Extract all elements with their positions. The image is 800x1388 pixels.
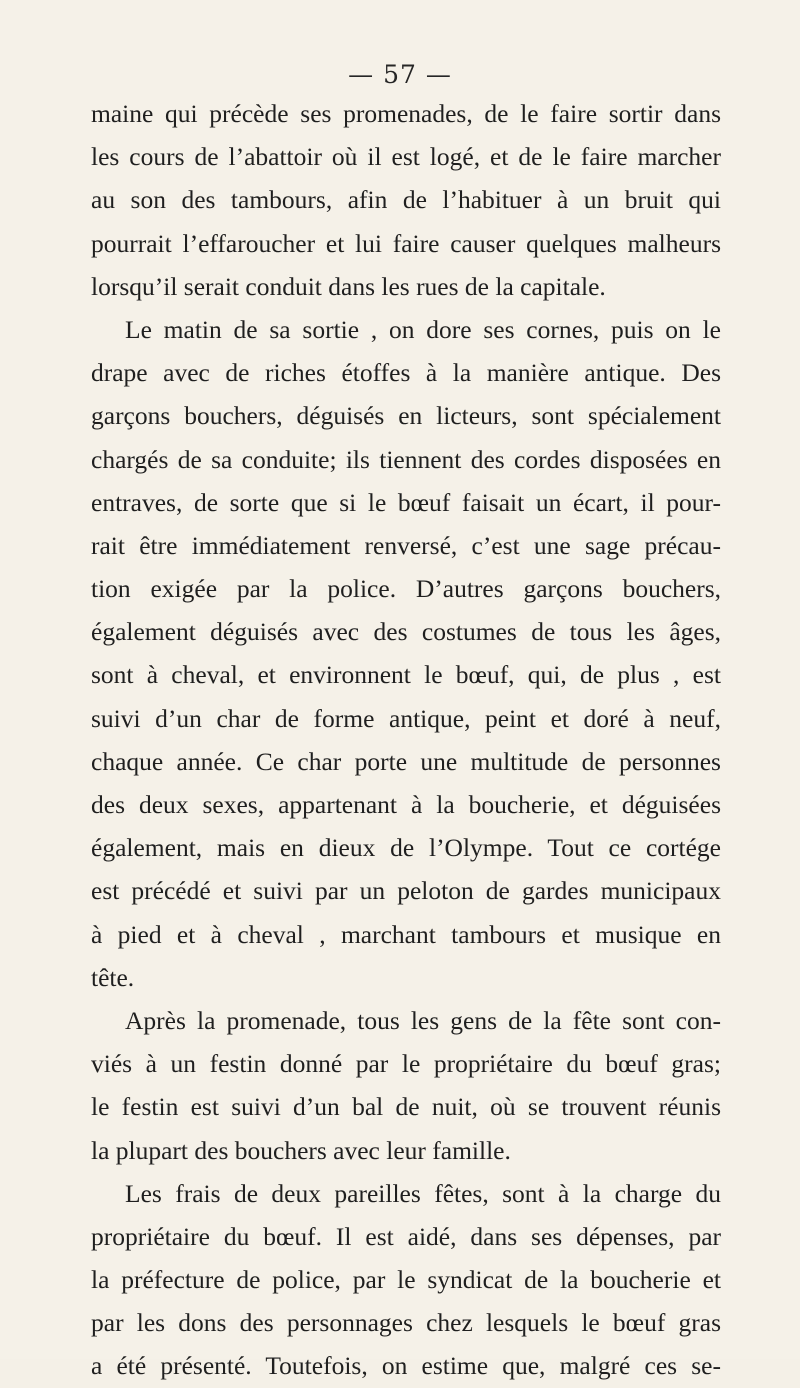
text-line: la préfecture de police, par le syndicat de la boucherie et <box>91 1265 721 1295</box>
text-line: rait être immédiatement renversé, c’est une sage précau- <box>91 530 721 560</box>
body-text <box>91 92 721 1388</box>
text-line: à pied et à cheval , marchant tambours et musique en <box>91 919 721 949</box>
text-line: également, mais en dieux de l’Olympe. Tout ce cortége <box>91 833 721 863</box>
text-line: par les dons des personnages chez lesquels le bœuf gras <box>91 1308 721 1338</box>
text-line: lorsqu’il serait conduit dans les rues de la capitale. <box>91 271 606 301</box>
text-line: a été présenté. Toutefois, on estime que, malgré ces se- <box>91 1351 721 1381</box>
text-line: garçons bouchers, déguisés en licteurs, sont spécialement <box>91 401 721 431</box>
text-line: propriétaire du bœuf. Il est aidé, dans ses dépenses, par <box>91 1221 721 1251</box>
text-line: maine qui précède ses promenades, de le faire sortir dans <box>91 99 721 128</box>
text-line: entraves, de sorte que si le bœuf faisait un écart, il pour- <box>91 487 721 517</box>
text-line: des deux sexes, appartenant à la boucherie, et déguisées <box>91 790 721 819</box>
text-line: le festin est suivi d’un bal de nuit, où se trouvent réunis <box>91 1092 721 1122</box>
text-line: également déguisés avec des costumes de tous les âges, <box>91 617 721 647</box>
text-line: sont à cheval, et environnent le bœuf, qui, de plus , est <box>91 660 721 690</box>
text-line: chargés de sa conduite; ils tiennent des cordes disposées en <box>91 444 721 474</box>
text-line: drape avec de riches étoffes à la manière antique. Des <box>91 358 721 388</box>
text-line: Après la promenade, tous les gens de la fête sont con- <box>125 1005 721 1035</box>
text-line: est précédé et suivi par un peloton de gardes municipaux <box>91 876 721 906</box>
text-line: viés à un festin donné par le propriétaire du bœuf gras; <box>91 1049 721 1079</box>
text-line: tion exigée par la police. D’autres garçons bouchers, <box>91 574 721 604</box>
text-line: Le matin de sa sortie , on dore ses cornes, puis on le <box>125 314 721 344</box>
page-number: — 57 — <box>348 60 452 89</box>
text-line: chaque année. Ce char porte une multitude de personnes <box>91 746 721 776</box>
text-line: suivi d’un char de forme antique, peint et doré à neuf, <box>91 703 721 733</box>
text-line: pourrait l’effaroucher et lui faire causer quelques malheurs <box>91 228 721 258</box>
text-line: au son des tambours, afin de l’habituer à un bruit qui <box>91 185 721 215</box>
text-line: la plupart des bouchers avec leur famille. <box>91 1135 511 1165</box>
text-line: Les frais de deux pareilles fêtes, sont à la charge du <box>125 1178 721 1208</box>
text-line: tête. <box>91 962 135 992</box>
text-line: les cours de l’abattoir où il est logé, et de le faire marcher <box>91 142 721 172</box>
